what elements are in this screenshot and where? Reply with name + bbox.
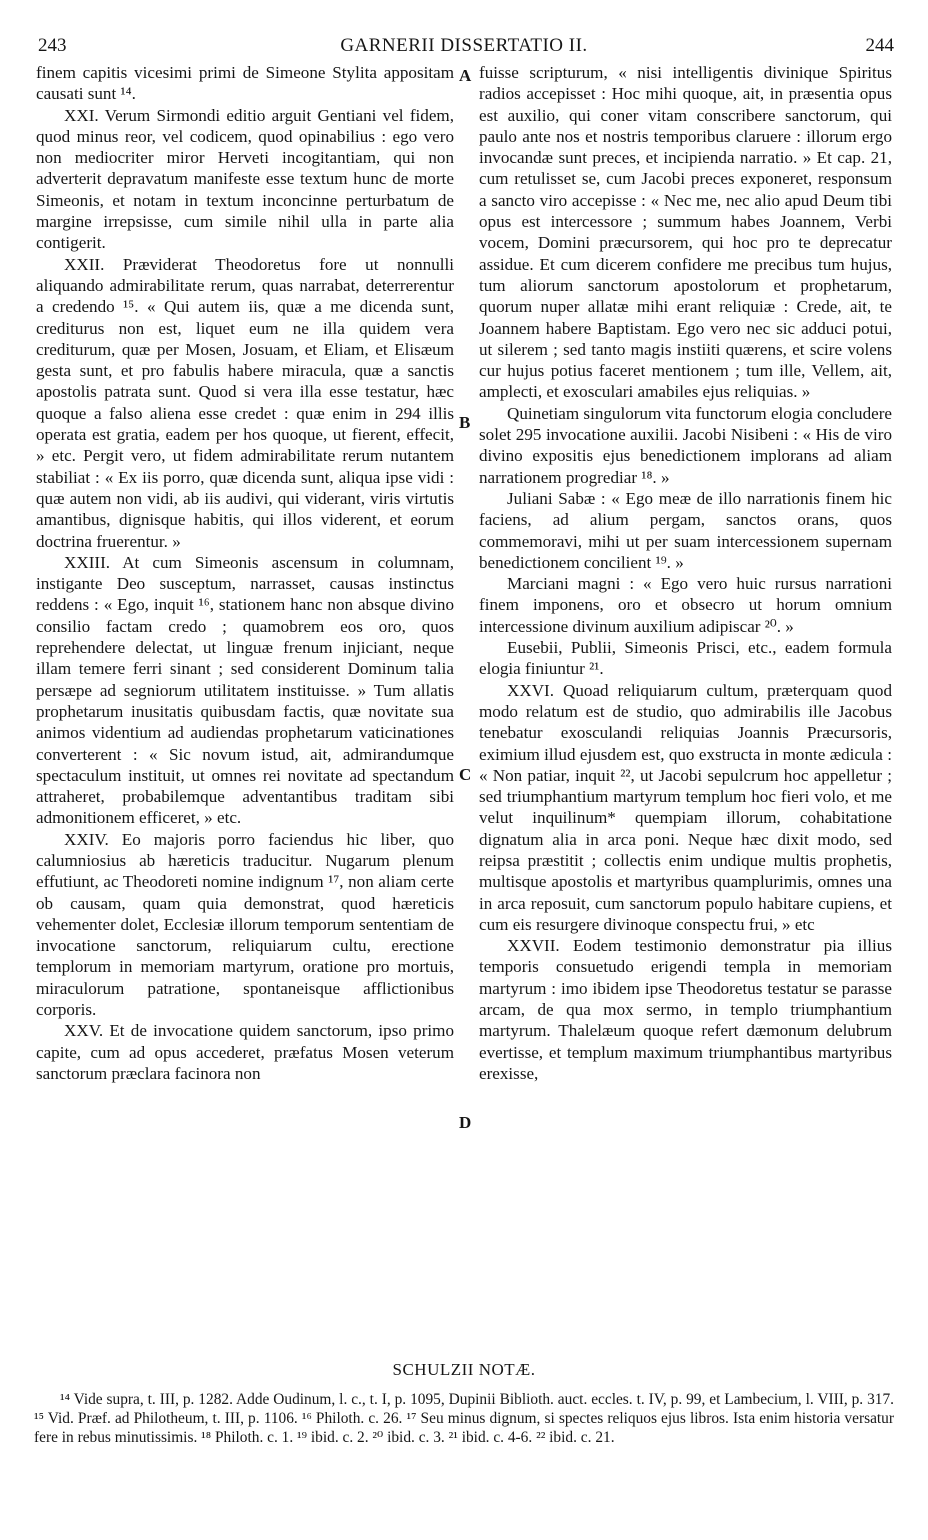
margin-marker-c: C <box>459 765 472 784</box>
left-paragraph-4: XXIII. At cum Simeonis ascensum in columnam, instigante Deo susceptum, narrasset, causas instinctus reddens : « Ego, inquit ¹⁶, stationem hanc non absque divino consilio factam credo ; quamobrem eos oro, quos reprehendere delectat, ut linguæ frenum injiciant, neque illam temere ferri sinant ; sed considerent Dominum talia persæpe ad segniorum utilitatem instituisse. » Tum allatis prophetarum inusitatis quibusdam factis, quæ novitate sua animos videntium ad audiendas prophetarum vaticinationes converterent : « Sic novum istud, ait, admirandumque spectaculum instituit, ut omnes rei novitate ad spectandum attraheret, probabilemque adventantibus traditam sibi admonitionem efficeret, » etc. <box>36 552 454 828</box>
page-number-right: 244 <box>865 35 894 56</box>
page-number-left: 243 <box>38 35 67 56</box>
right-column <box>479 62 892 1084</box>
notes-heading: SCHULZII NOTÆ. <box>392 1360 536 1379</box>
margin-marker-b: B <box>459 413 471 432</box>
margin-marker-a: A <box>459 66 472 85</box>
right-paragraph-4: Marciani magni : « Ego vero huic rursus narrationi finem imponens, oro et obsecro ut horum omnium intercessione divinum auxilium adipiscar ²⁰. » <box>479 574 892 636</box>
right-paragraph-6: XXVI. Quoad reliquiarum cultum, præterquam quod modo relatum est de studio, quo admirabilis ille Jacobus tenebatur exosculandi reliquias Joannis Præcursoris, eximium illud ejusdem est, quo exstructa in monte ædicula : « Non patiar, inquit ²², ut Jacobi sepulcrum hoc appelletur ; sed triumphantium martyrum templum hoc fieri volo, et me velut inquilinum* quempiam illorum, cohabitatione dignatum alia in arca poni. Neque hæc dixit modo, sed reipsa præstitit ; collectis enim undique multis prophetis, multisque apostolis et martyribus quamplurimis, omnes una in arca reposuit, cum sanctorum populo habitare cupiens, et cum eis resurgere divinoque conspectu frui, » etc <box>479 680 892 934</box>
right-paragraph-1: fuisse scripturum, « nisi intelligentis divinique Spiritus radios accepisset : Hoc mihi quoque, ait, in præsentia opus est auxilio, qui coner vitam conscribere sanctorum, qui paulo ante nos et nostris temporibus claruere : illorum ergo invocandæ sunt preces, et incipienda narratio. » Et cap. 21, cum retulisset se, cum Jacobi preces exponeret, responsum a sancto viro accepisse : « Nec me, nec alio apud Deum tibi opus est intercessore ; summum habes Joannem, Verbi vocem, Domini præcursorem, qui hoc pro te deprecatur assidue. Et cum dicerem confidere me precibus tum hujus, tum aliorum sanctorum apostolorum et prophetarum, quorum nuper allatæ mihi erant reliquiæ : Crede, ait, te Joannem habere Baptistam. Ego vero nec sic adduci potui, ut silerem ; sed tanto magis instiiti quærens, et scire volens cur hujus potius faceret mentionem ; tum ille, Vellem, ait, amplecti, et exosculari amabiles ejus reliquias. » <box>479 63 892 402</box>
right-paragraph-7: XXVII. Eodem testimonio demonstratur pia illius temporis consuetudo erigendi templa in memoriam martyrum : imo ibidem ipse Theodoretus testatur se parasse arcam, de qua mox sermo, in templo triumphantium martyrum. Thalelæum quoque refert dæmonum delubrum evertisse, et templum maximum triumphantibus martyribus erexisse, <box>479 936 892 1083</box>
footnotes <box>34 1390 894 1448</box>
running-header <box>34 35 894 59</box>
left-paragraph-6: XXV. Et de invocatione quidem sanctorum, ipso primo capite, cum ad opus accederet, præfatus Mosen veterum sanctorum præclara facinora non <box>36 1021 454 1083</box>
left-paragraph-5: XXIV. Eo majoris porro faciendus hic liber, quo calumniosius ab hæreticis traducitur. Nugarum plenum effutiunt, ac Theodoreti nomine indignum ¹⁷, non aliam certe ob causam, quam quia demonstrat, quod hæreticis vehementer dolet, Ecclesiæ illorum temporum sententiam de invocatione sanctorum, reliquiarum cultu, erectione templorum in memoriam martyrum, oratione pro mortuis, miraculorum patratione, spontaneisque afflictionibus corporis. <box>36 829 454 1020</box>
left-paragraph-3: XXII. Præviderat Theodoretus fore ut nonnulli aliquando admirabilitate rerum, quas narrabat, deterrerentur a credendo ¹⁵. « Qui autem iis, quæ a me dicenda sunt, crediturus non est, liquet eum ne illa quidem vera crediturum, quæ per Mosen, Josuam, et Eliam, et Elisæum gesta sunt, et pro fabulis habere miracula, quæ a sanctis apostolis patrata sunt. Quod si vera illa esse testatur, hæc quoque a falso aliena esse credet : quæ enim in 294 illis operata est gratia, eadem per hos quoque, ut fierent, effecit, » etc. Pergit vero, ut fidem admirabilitate rerum nutantem stabiliat : « Ex iis porro, quæ dicenda sunt, aliqua ipse vidi : quæ autem non vidi, ab iis audivi, qui viderant, viris virtutis amantibus, dignisque habitis, qui illos viderent, et eorum doctrina fruerentur. » <box>36 254 454 551</box>
footnotes-text: ¹⁴ Vide supra, t. III, p. 1282. Adde Oudinum, l. c., t. I, p. 1095, Dupinii Biblioth. auct. eccles. t. IV, p. 99, et Lambecium, l. VIII, p. 317. ¹⁵ Vid. Præf. ad Philotheum, t. III, p. 1106. ¹⁶ Philoth. c. 26. ¹⁷ Seu minus dignum, si spectes reliquos ejus libros. Ista enim historia versatur fere in rebus minutissimis. ¹⁸ Philoth. c. 1. ¹⁹ ibid. c. 2. ²⁰ ibid. c. 3. ²¹ ibid. c. 4-6. ²² ibid. c. 21. <box>34 1391 894 1447</box>
right-paragraph-3: Juliani Sabæ : « Ego meæ de illo narrationis finem hic faciens, ad alium pergam, sanctos orans, quos commemoravi, mihi ut per suam intercessionem supernam benedictionem concilient ¹⁹. » <box>479 488 892 572</box>
left-paragraph-2: XXI. Verum Sirmondi editio arguit Gentiani vel fidem, quod minus reor, vel codicem, quod opinabilius : ego vero non mediocriter miror Herveti incogitantiam, qui non adverterit depravatum manifeste esse textum hunc de morte Simeonis, et notam in textum inconcinne perturbatum de margine irrepsisse, cum simile nihil ulla in parte alia contigerit. <box>36 105 454 253</box>
left-paragraph-1: finem capitis vicesimi primi de Simeone Stylita appositam causati sunt ¹⁴. <box>36 63 454 104</box>
margin-marker-d: D <box>459 1113 472 1132</box>
right-paragraph-2: Quinetiam singulorum vita functorum elogia concludere solet 295 invocatione auxilii. Jacobi Nisibeni : « His de viro divino expositis ejus benedictionem implorans ad aliam narrationem progrediar ¹⁸. » <box>479 403 892 487</box>
right-paragraph-5: Eusebii, Publii, Simeonis Prisci, etc., eadem formula elogia finiuntur ²¹. <box>479 638 892 679</box>
left-column <box>36 62 454 1084</box>
running-title: GARNERII DISSERTATIO II. <box>340 35 588 56</box>
